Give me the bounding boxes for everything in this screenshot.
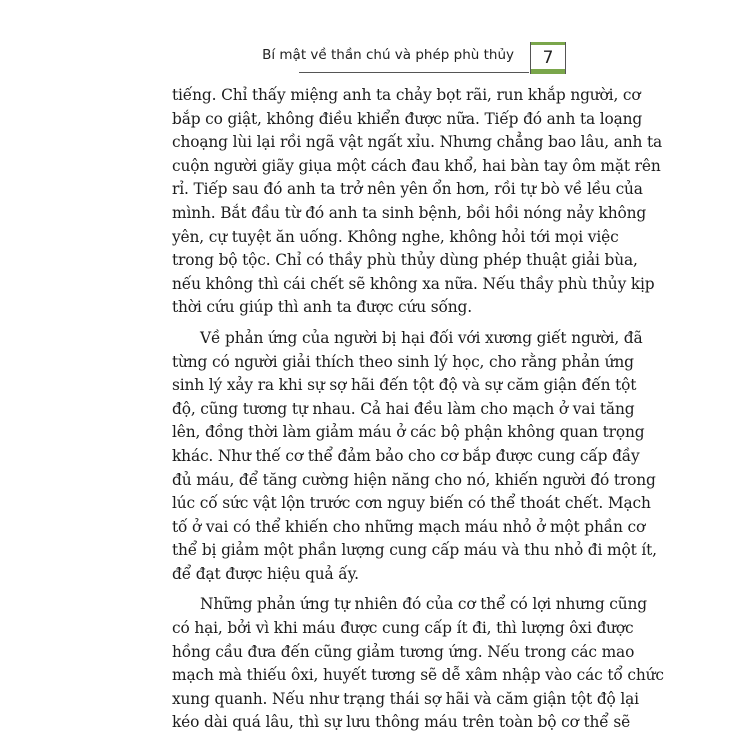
running-title: Bí mật về thần chú và phép phù thủy xyxy=(262,47,514,63)
text-line: hồng cầu đưa đến cũng giảm tương ứng. Nếu trong các mao xyxy=(172,642,635,661)
text-line: trong bộ tộc. Chỉ có thầy phù thủy dùng phép thuật giải bùa, xyxy=(172,251,638,270)
text-line: độ, cũng tương tự nhau. Cả hai đều làm cho mạch ở vai tăng xyxy=(172,399,635,418)
text-line: lúc cố sức vật lộn trước cơn nguy biến có thể thoát chết. Mạch xyxy=(172,494,651,513)
text-line: sinh lý xảy ra khi sự sợ hãi đến tột độ và sự căm giận đến tột xyxy=(172,376,637,395)
paragraph xyxy=(172,327,657,587)
text-line: yên, cự tuyệt ăn uống. Không nghe, không hỏi tới mọi việc xyxy=(172,227,619,246)
text-line: Về phản ứng của người bị hại đối với xương giết người, đã xyxy=(200,328,643,347)
header-rule xyxy=(299,72,529,73)
page-number-top-bar xyxy=(531,42,565,45)
text-line: cuộn người giãy giụa một cách đau khổ, hai bàn tay ôm mặt rên xyxy=(172,156,661,175)
page-number-box xyxy=(530,42,566,74)
text-line: tố ở vai có thể khiến cho những mạch máu nhỏ ở một phần cơ xyxy=(172,517,646,536)
page-number-bottom-bar xyxy=(531,69,565,74)
text-line: thể bị giảm một phần lượng cung cấp máu và thu nhỏ đi một ít, xyxy=(172,541,657,560)
text-line: lên, đồng thời làm giảm máu ở các bộ phận không quan trọng xyxy=(172,423,645,442)
paragraph xyxy=(172,84,663,320)
text-line: rỉ. Tiếp sau đó anh ta trở nên yên ổn hơn, rồi tự bò về lều của xyxy=(172,180,643,199)
text-line: mình. Bắt đầu từ đó anh ta sinh bệnh, bồi hồi nóng nảy không xyxy=(172,203,647,222)
text-line: để đạt được hiệu quả ấy. xyxy=(172,564,359,583)
text-line: choạng lùi lại rồi ngã vật ngất xỉu. Nhưng chẳng bao lâu, anh ta xyxy=(172,133,663,152)
text-line: tiếng. Chỉ thấy miệng anh ta chảy bọt rãi, run khắp người, cơ xyxy=(172,86,641,104)
text-line: đủ máu, để tăng cường hiện năng cho nó, khiến người đó trong xyxy=(172,470,656,489)
text-line: bắp co giật, không điều khiển được nữa. Tiếp đó anh ta loạng xyxy=(172,109,643,128)
text-line: nếu không thì cái chết sẽ không xa nữa. Nếu thầy phù thủy kịp xyxy=(172,274,655,293)
body-text xyxy=(172,84,664,735)
text-line: xung quanh. Nếu như trạng thái sợ hãi và căm giận tột độ lại xyxy=(172,689,639,708)
page-header xyxy=(0,42,750,78)
text-line: khác. Như thế cơ thể đảm bảo cho cơ bắp được cung cấp đầy xyxy=(172,446,640,465)
text-line: Những phản ứng tự nhiên đó của cơ thể có lợi nhưng cũng xyxy=(200,595,647,614)
paragraph xyxy=(172,593,664,735)
text-line: từng có người giải thích theo sinh lý học, cho rằng phản ứng xyxy=(172,352,634,371)
page-number: 7 xyxy=(542,48,554,68)
text-line: có hại, bởi vì khi máu được cung cấp ít đi, thì lượng ôxi được xyxy=(172,619,634,638)
text-line: thời cứu giúp thì anh ta được cứu sống. xyxy=(172,298,473,317)
text-line: mạch mà thiếu ôxi, huyết tương sẽ dễ xâm nhập vào các tổ chức xyxy=(172,666,664,685)
text-line: kéo dài quá lâu, thì sự lưu thông máu trên toàn bộ cơ thể sẽ xyxy=(172,713,631,732)
